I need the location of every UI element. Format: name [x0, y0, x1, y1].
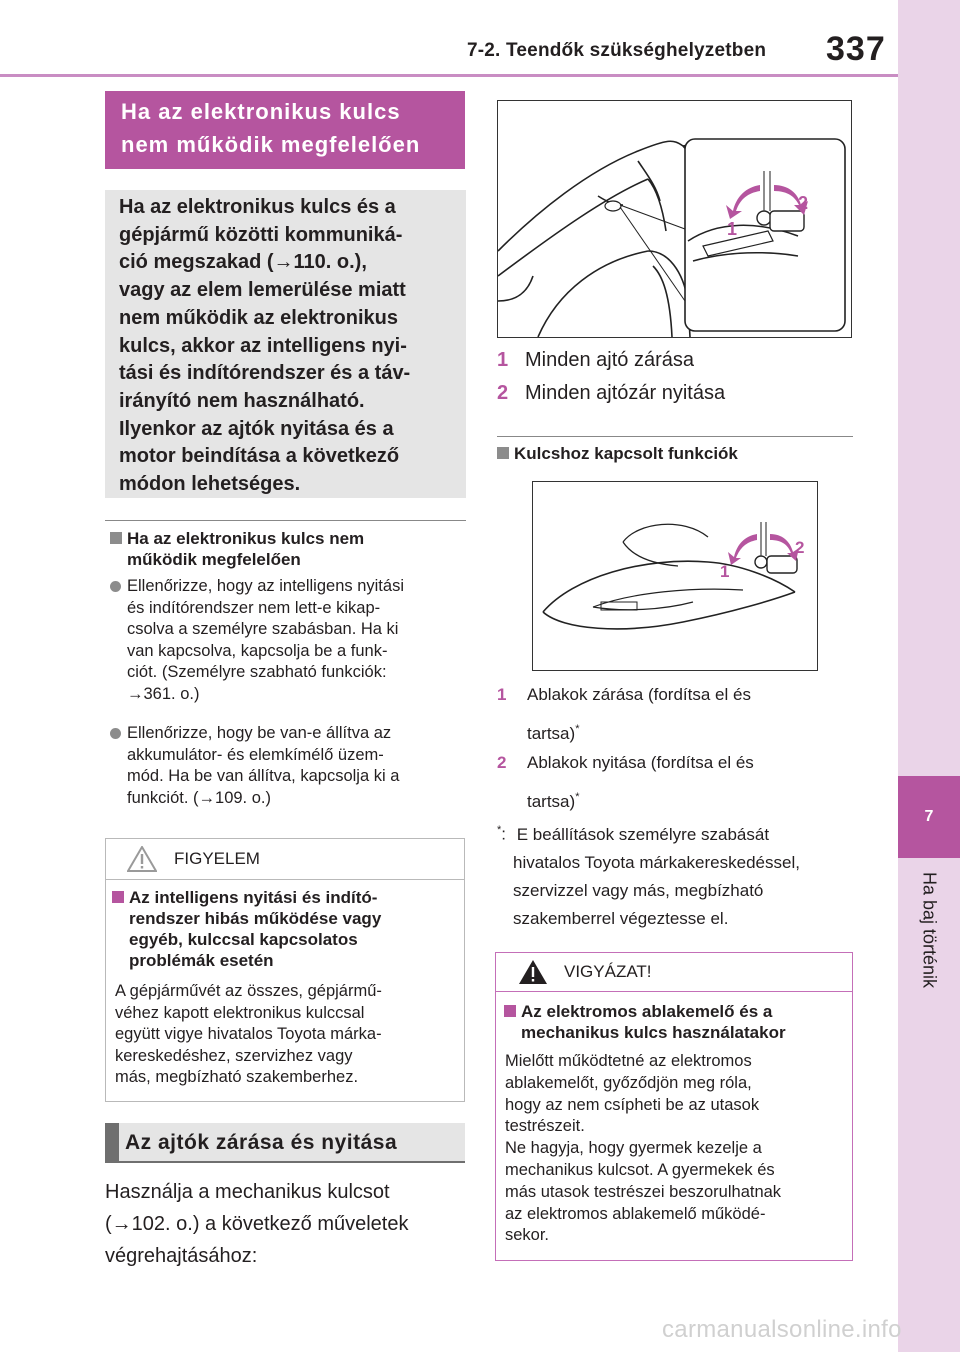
square-bullet-icon: [504, 1005, 516, 1017]
warning-body: A gépjárművét az összes, gépjármű- véhez kapott elektronikus kulccsal együtt vigye hivatalos Toyota márka- kereskedéshez, szervizhez vagy más, megbízható szakemberhez.: [115, 982, 382, 1086]
page-number: 337: [826, 30, 886, 68]
step-item: 1 Minden ajtó zárása: [497, 349, 694, 371]
square-bullet-icon: [110, 532, 122, 544]
figure-label: 2: [798, 193, 809, 213]
bullet-item: Ellenőrizze, hogy be van-e állítva az akkumulátor- és elemkímélő üzem- mód. Ha be van állítva, kapcsolja ki a funkciót. (→109. o.): [110, 723, 470, 809]
car-door-illustration: [498, 101, 851, 337]
intro-line: módon lehetséges.: [119, 473, 301, 496]
heading-line: Ha az elektronikus kulcs: [121, 99, 401, 124]
caution-subheading: Az elektromos ablakemelő és a mechanikus kulcs használatakor: [504, 1001, 849, 1043]
intro-line: kulcs, akkor az intelligens nyi-: [119, 334, 407, 357]
figure-car-door-key: [497, 100, 852, 338]
intro-line: gépjármű közötti kommuniká-: [119, 223, 403, 246]
divider: [497, 436, 853, 437]
warning-subheading: Az intelligens nyitási és indító- rendszer hibás működése vagy egyéb, kulccsal kapcsolatos problémák esetén: [112, 887, 457, 971]
section-heading-electronic-key: [105, 91, 465, 169]
caution-header: [496, 953, 852, 992]
figure-label: 1: [720, 562, 730, 581]
warning-title: FIGYELEM: [174, 849, 260, 868]
intro-line: motor beindítása a következő: [119, 445, 400, 468]
door-handle-illustration: [533, 482, 817, 670]
subheading-key-malfunction: Ha az elektronikus kulcs nem működik megfelelően: [110, 528, 460, 570]
intro-line: nem működik az elektronikus: [119, 306, 398, 329]
intro-box: [105, 190, 466, 498]
square-bullet-icon: [112, 891, 124, 903]
warning-triangle-icon: [127, 846, 157, 872]
caution-body: Mielőtt működtetné az elektromos ablakemelőt, győződjön meg róla, hogy az nem csípheti be az utasok testrészeit. Ne hagyja, hogy gyermek kezelje a mechanikus kulcsot. A gyermekek és más utasok testrészei beszorulhatnak az elektromos ablakemelő működé- sekor.: [505, 1052, 782, 1245]
doors-intro: Használja a mechanikus kulcsot (→102. o.) a következő műveletek végrehajtásához:: [105, 1181, 409, 1267]
subheading-key-functions: Kulcshoz kapcsolt funkciók: [497, 443, 738, 464]
intro-line: irányító nem használható.: [119, 389, 365, 412]
caution-box: [495, 952, 853, 1261]
step-item: 2 Minden ajtózár nyitása: [497, 382, 726, 404]
warning-box: [105, 838, 465, 1102]
round-bullet-icon: [110, 728, 121, 739]
section-title: 7-2. Teendők szükséghelyzetben: [467, 40, 767, 61]
chapter-label: Ha baj történik: [919, 871, 940, 989]
intro-line: tási és indítórendszer és a táv-: [119, 362, 411, 385]
chapter-tab[interactable]: [898, 776, 960, 858]
heading-line: nem működik megfelelően: [121, 132, 421, 157]
figure-label: 1: [727, 219, 738, 239]
caution-triangle-icon: [518, 959, 548, 985]
intro-line: ció megszakad (→110. o.),: [119, 251, 367, 274]
header-rule: [0, 74, 898, 77]
footnote: *: E beállítások személyre szabását hivatalos Toyota márkakereskedéssel, szervizzel vagy más, megbízható szakemberrel végeztesse el.: [497, 824, 800, 928]
figure-door-handle-key: [532, 481, 818, 671]
caution-title: VIGYÁZAT!: [564, 962, 652, 981]
bullet-item: Ellenőrizze, hogy az intelligens nyitási és indítórendszer nem lett-e kikap- csolva a személyre szabásban. Ha ki van kapcsolva, kapcsolja be a funk- ciót. (Személyre szabható funkciók: →361. o.): [110, 576, 470, 705]
step-item: 1 Ablakok zárása (fordítsa el és tartsa)*: [497, 685, 751, 743]
side-tab-strip: [898, 0, 960, 1352]
section-heading-doors: Az ajtók zárása és nyitása: [105, 1123, 465, 1163]
chapter-number: 7: [924, 808, 934, 825]
divider: [105, 520, 466, 521]
intro-line: vagy az elem lemerülése miatt: [119, 279, 406, 302]
step-item: 2 Ablakok nyitása (fordítsa el és tartsa)*: [497, 753, 754, 811]
round-bullet-icon: [110, 581, 121, 592]
figure-label: 2: [795, 538, 805, 557]
watermark: carmanualsonline.info: [662, 1316, 902, 1343]
warning-header: [106, 839, 464, 880]
square-bullet-icon: [497, 447, 509, 459]
intro-line: Ilyenkor az ajtók nyitása és a: [119, 417, 394, 440]
intro-line: Ha az elektronikus kulcs és a: [119, 196, 396, 218]
